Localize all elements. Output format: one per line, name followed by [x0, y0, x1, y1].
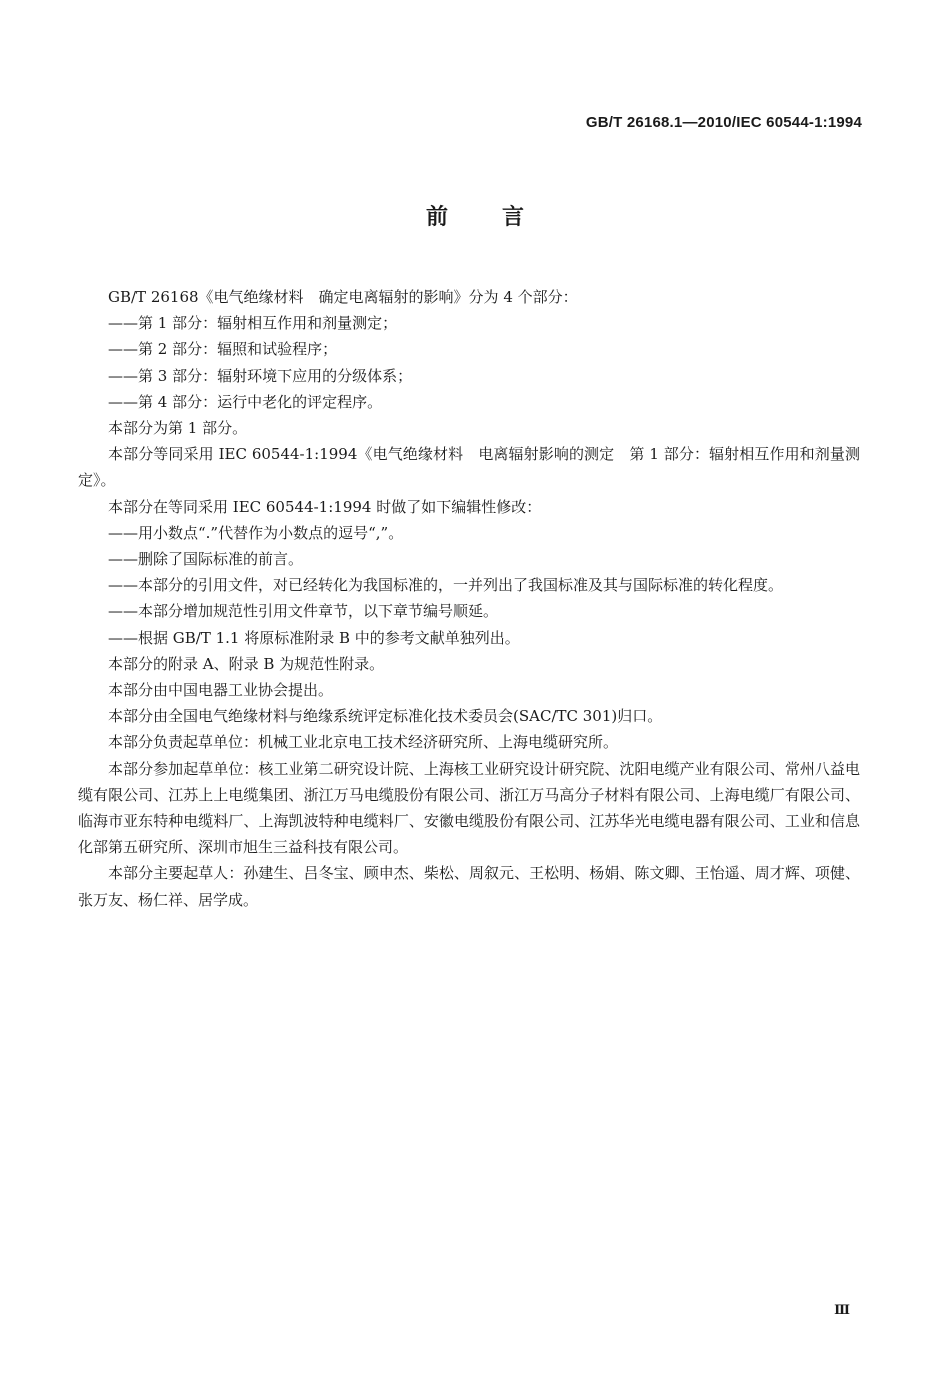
part-statement: 本部分为第 1 部分。: [108, 419, 248, 438]
modifications-intro: 本部分在等同采用 IEC 60544-1:1994 时做了如下编辑性修改：: [108, 497, 542, 516]
page-number: Ⅲ: [834, 1303, 850, 1318]
proposer-statement: 本部分由中国电器工业协会提出。: [108, 681, 334, 700]
page-title: 前言: [425, 205, 578, 230]
modification-item-references: ——本部分的引用文件，对已经转化为我国标准的，一并列出了我国标准及其与国际标准的转化程度。: [108, 576, 784, 595]
modification-item-bibliography: ——根据 GB/T 1.1 将原标准附录 B 中的参考文献单独列出。: [108, 628, 520, 647]
committee-statement: 本部分由全国电气绝缘材料与绝缘系统评定标准化技术委员会(SAC/TC 301)归口。: [108, 707, 663, 726]
list-item-part-3: ——第 3 部分：辐射环境下应用的分级体系；: [108, 366, 413, 385]
list-item-part-1: ——第 1 部分：辐射相互作用和剂量测定；: [108, 314, 398, 333]
drafting-units-statement: 本部分负责起草单位：机械工业北京电工技术经济研究所、上海电缆研究所。: [108, 733, 619, 752]
list-item-part-2: ——第 2 部分：辐照和试验程序；: [108, 340, 338, 359]
participating-units-statement: 本部分参加起草单位：核工业第二研究设计院、上海核工业研究设计研究院、沈阳电缆产业有限公司、常州八益电缆有限公司、江苏上上电缆集团、浙江万马电缆股份有限公司、浙江万马高分子材料有限公司、上海电缆厂有限公司、临海市亚东特种电缆料厂、上海凯波特种电缆料厂、安徽电缆股份有限公司、江苏华光电缆电器有限公司、工业和信息化部第五研究所、深圳市旭生三益科技有限公司。: [78, 759, 860, 857]
modification-item-foreword: ——删除了国际标准的前言。: [108, 550, 304, 569]
list-item-part-4: ——第 4 部分：运行中老化的评定程序。: [108, 392, 383, 411]
foreword-body: [78, 284, 860, 913]
adoption-statement: 本部分等同采用 IEC 60544-1:1994《电气绝缘材料 电离辐射影响的测定 第 1 部分：辐射相互作用和剂量测定》。: [78, 445, 860, 490]
standard-code-header: GB/T 26168.1—2010/IEC 60544-1:1994: [585, 114, 862, 131]
modification-item-decimal: ——用小数点“.”代替作为小数点的逗号“,”。: [108, 523, 404, 542]
annex-statement: 本部分的附录 A、附录 B 为规范性附录。: [108, 654, 385, 673]
drafters-statement: 本部分主要起草人：孙建生、吕冬宝、顾申杰、柴松、周叙元、王松明、杨娟、陈文卿、王怡遥、周才辉、项健、张万友、杨仁祥、居学成。: [78, 864, 860, 909]
intro-paragraph: GB/T 26168《电气绝缘材料 确定电离辐射的影响》分为 4 个部分：: [108, 288, 578, 306]
modification-item-normative: ——本部分增加规范性引用文件章节，以下章节编号顺延。: [108, 602, 499, 621]
